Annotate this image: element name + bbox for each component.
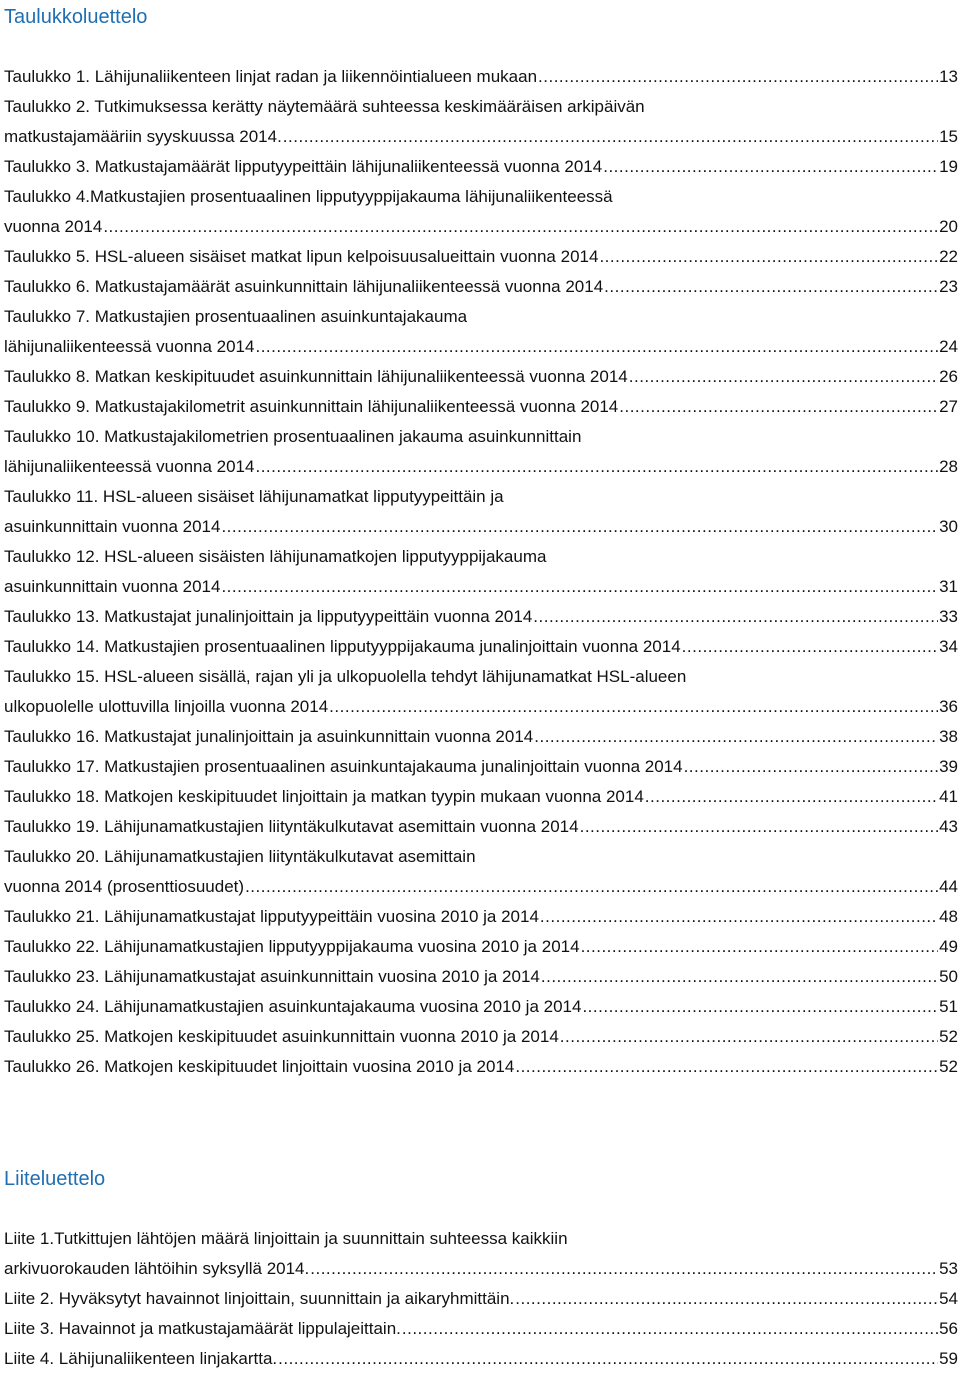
dot-leader bbox=[329, 692, 938, 722]
table-entry-title-line: Taulukko 8. Matkan keskipituudet asuinkunnittain lähijunaliikenteessä vuonna 2014 bbox=[4, 367, 628, 386]
table-entry[interactable] bbox=[4, 782, 958, 812]
table-entry-title-line: Taulukko 13. Matkustajat junalinjoittain ja lipputyypeittäin vuonna 2014 bbox=[4, 607, 533, 626]
page-number: 39 bbox=[939, 757, 958, 776]
page-number: 30 bbox=[939, 517, 958, 536]
dot-leader bbox=[310, 1254, 938, 1284]
table-entry[interactable] bbox=[4, 992, 958, 1022]
appendix-list bbox=[4, 1224, 958, 1374]
table-entry[interactable] bbox=[4, 422, 958, 482]
page-number: 41 bbox=[939, 787, 958, 806]
dot-leader bbox=[255, 452, 938, 482]
page-number: 31 bbox=[939, 577, 958, 596]
dot-leader bbox=[629, 362, 938, 392]
table-entry-last-line bbox=[4, 902, 958, 932]
appendix-entry[interactable] bbox=[4, 1284, 958, 1314]
table-entry-last-line bbox=[4, 212, 958, 242]
appendix-entry[interactable] bbox=[4, 1344, 958, 1374]
appendix-entry-title-line: Liite 2. Hyväksytyt havainnot linjoittain, suunnittain ja aikaryhmittäin. bbox=[4, 1289, 515, 1308]
appendix-entry-title-line: Liite 4. Lähijunaliikenteen linjakartta. bbox=[4, 1349, 278, 1368]
table-entry-last-line bbox=[4, 602, 958, 632]
table-entry-last-line bbox=[4, 722, 958, 752]
table-entry-last-line bbox=[4, 992, 958, 1022]
dot-leader bbox=[515, 1284, 938, 1314]
table-entry-last-line bbox=[4, 632, 958, 662]
appendix-entry-title-line: arkivuorokauden lähtöihin syksyllä 2014. bbox=[4, 1259, 310, 1278]
table-entry-title-line: Taulukko 14. Matkustajien prosentuaalinen lipputyyppijakauma junalinjoittain vuonna 2014 bbox=[4, 637, 681, 656]
table-entry-title-line: Taulukko 22. Lähijunamatkustajien lipputyyppijakauma vuosina 2010 ja 2014 bbox=[4, 937, 580, 956]
table-entry[interactable] bbox=[4, 902, 958, 932]
appendix-entry-last-line bbox=[4, 1254, 958, 1284]
table-entry-title-line: lähijunaliikenteessä vuonna 2014 bbox=[4, 337, 255, 356]
table-entry-title-line: vuonna 2014 (prosenttiosuudet) bbox=[4, 877, 245, 896]
appendix-list-heading: Liiteluettelo bbox=[4, 1168, 106, 1190]
table-entry-last-line bbox=[4, 962, 958, 992]
tables-list-heading: Taulukkoluettelo bbox=[4, 6, 148, 28]
table-entry-last-line bbox=[4, 1052, 958, 1082]
table-entry-title-line: Taulukko 9. Matkustajakilometrit asuinkunnittain lähijunaliikenteessä vuonna 2014 bbox=[4, 397, 619, 416]
tables-list bbox=[4, 62, 958, 1082]
dot-leader bbox=[402, 1314, 938, 1344]
page-number: 28 bbox=[939, 457, 958, 476]
dot-leader bbox=[599, 242, 938, 272]
table-entry[interactable] bbox=[4, 482, 958, 542]
table-entry-title-line: vuonna 2014 bbox=[4, 217, 103, 236]
table-entry-last-line bbox=[4, 512, 958, 542]
table-entry-last-line bbox=[4, 692, 958, 722]
table-entry[interactable] bbox=[4, 1022, 958, 1052]
table-entry-title-line: Taulukko 16. Matkustajat junalinjoittain ja asuinkunnittain vuonna 2014 bbox=[4, 727, 534, 746]
dot-leader bbox=[582, 992, 938, 1022]
page-number: 48 bbox=[939, 907, 958, 926]
table-entry-title-line: Taulukko 10. Matkustajakilometrien prosentuaalinen jakauma asuinkunnittain bbox=[4, 427, 582, 446]
table-entry[interactable] bbox=[4, 722, 958, 752]
dot-leader bbox=[515, 1052, 938, 1082]
dot-leader bbox=[560, 1022, 938, 1052]
table-entry-last-line bbox=[4, 1022, 958, 1052]
table-entry-title-line: matkustajamääriin syyskuussa 2014. bbox=[4, 127, 282, 146]
table-entry-last-line bbox=[4, 362, 958, 392]
table-entry-title-line: Taulukko 11. HSL-alueen sisäiset lähijunamatkat lipputyypeittäin ja bbox=[4, 487, 504, 506]
table-entry-title-line: ulkopuolelle ulottuvilla linjoilla vuonna 2014 bbox=[4, 697, 329, 716]
table-entry[interactable] bbox=[4, 602, 958, 632]
dot-leader bbox=[604, 272, 938, 302]
dot-leader bbox=[245, 872, 938, 902]
table-entry-title-line: Taulukko 7. Matkustajien prosentuaalinen asuinkuntajakauma bbox=[4, 307, 468, 326]
dot-leader bbox=[534, 722, 938, 752]
page-number: 23 bbox=[939, 277, 958, 296]
page-number: 36 bbox=[939, 697, 958, 716]
page-number: 59 bbox=[939, 1349, 958, 1368]
dot-leader bbox=[645, 782, 938, 812]
table-entry-last-line bbox=[4, 332, 958, 362]
page-number: 53 bbox=[939, 1259, 958, 1278]
appendix-entry-title-line: Liite 3. Havainnot ja matkustajamäärät lippulajeittain. bbox=[4, 1319, 401, 1338]
table-entry-title-line: Taulukko 19. Lähijunamatkustajien liityntäkulkutavat asemittain vuonna 2014 bbox=[4, 817, 579, 836]
dot-leader bbox=[283, 122, 938, 152]
document-page bbox=[4, 0, 958, 1374]
table-entry-title-line: Taulukko 26. Matkojen keskipituudet linjoittain vuosina 2010 ja 2014 bbox=[4, 1057, 515, 1076]
table-entry[interactable] bbox=[4, 242, 958, 272]
table-entry[interactable] bbox=[4, 362, 958, 392]
dot-leader bbox=[682, 632, 938, 662]
table-entry-title-line: Taulukko 15. HSL-alueen sisällä, rajan yli ja ulkopuolella tehdyt lähijunamatkat HSL-alueen bbox=[4, 667, 687, 686]
table-entry[interactable] bbox=[4, 272, 958, 302]
table-entry-title-line: asuinkunnittain vuonna 2014 bbox=[4, 517, 221, 536]
page-number: 56 bbox=[939, 1319, 958, 1338]
page-number: 27 bbox=[939, 397, 958, 416]
table-entry-title-line: Taulukko 20. Lähijunamatkustajien liityntäkulkutavat asemittain bbox=[4, 847, 476, 866]
table-entry[interactable] bbox=[4, 662, 958, 722]
table-entry-last-line bbox=[4, 392, 958, 422]
appendix-entry-last-line bbox=[4, 1314, 958, 1344]
dot-leader bbox=[255, 332, 938, 362]
page-number: 52 bbox=[939, 1057, 958, 1076]
table-entry[interactable] bbox=[4, 932, 958, 962]
dot-leader bbox=[581, 932, 939, 962]
table-entry-last-line bbox=[4, 152, 958, 182]
page-number: 20 bbox=[939, 217, 958, 236]
page-number: 22 bbox=[939, 247, 958, 266]
page-number: 44 bbox=[939, 877, 958, 896]
table-entry-title-line: Taulukko 17. Matkustajien prosentuaalinen asuinkuntajakauma junalinjoittain vuonna 2014 bbox=[4, 757, 683, 776]
page-number: 34 bbox=[939, 637, 958, 656]
table-entry-last-line bbox=[4, 782, 958, 812]
table-entry-title-line: lähijunaliikenteessä vuonna 2014 bbox=[4, 457, 255, 476]
dot-leader bbox=[533, 602, 938, 632]
table-entry[interactable] bbox=[4, 302, 958, 362]
table-entry-title-line: Taulukko 18. Matkojen keskipituudet linjoittain ja matkan tyypin mukaan vuonna 2014 bbox=[4, 787, 644, 806]
page-number: 54 bbox=[939, 1289, 958, 1308]
page-number: 24 bbox=[939, 337, 958, 356]
page-number: 50 bbox=[939, 967, 958, 986]
table-entry-last-line bbox=[4, 932, 958, 962]
appendix-entry[interactable] bbox=[4, 1224, 958, 1284]
dot-leader bbox=[221, 572, 938, 602]
table-entry-last-line bbox=[4, 122, 958, 152]
table-entry-title-line: Taulukko 12. HSL-alueen sisäisten lähijunamatkojen lipputyyppijakauma bbox=[4, 547, 547, 566]
table-entry-last-line bbox=[4, 62, 958, 92]
page-number: 33 bbox=[939, 607, 958, 626]
table-entry[interactable] bbox=[4, 182, 958, 242]
page-number: 38 bbox=[939, 727, 958, 746]
appendix-entry-last-line bbox=[4, 1344, 958, 1374]
page-number: 19 bbox=[939, 157, 958, 176]
table-entry-last-line bbox=[4, 452, 958, 482]
table-entry-title-line: Taulukko 21. Lähijunamatkustajat lipputyypeittäin vuosina 2010 ja 2014 bbox=[4, 907, 539, 926]
dot-leader bbox=[541, 962, 938, 992]
table-entry-title-line: asuinkunnittain vuonna 2014 bbox=[4, 577, 221, 596]
dot-leader bbox=[221, 512, 938, 542]
page-number: 52 bbox=[939, 1027, 958, 1046]
table-entry-last-line bbox=[4, 752, 958, 782]
page-number: 13 bbox=[939, 67, 958, 86]
dot-leader bbox=[603, 152, 938, 182]
table-entry[interactable] bbox=[4, 842, 958, 902]
dot-leader bbox=[619, 392, 938, 422]
table-entry[interactable] bbox=[4, 62, 958, 92]
appendix-entry-last-line bbox=[4, 1284, 958, 1314]
dot-leader bbox=[540, 902, 938, 932]
dot-leader bbox=[103, 212, 938, 242]
page-number: 51 bbox=[939, 997, 958, 1016]
table-entry-title-line: Taulukko 6. Matkustajamäärät asuinkunnittain lähijunaliikenteessä vuonna 2014 bbox=[4, 277, 604, 296]
table-entry-title-line: Taulukko 23. Lähijunamatkustajat asuinkunnittain vuosina 2010 ja 2014 bbox=[4, 967, 540, 986]
dot-leader bbox=[580, 812, 938, 842]
dot-leader bbox=[278, 1344, 938, 1374]
table-entry[interactable] bbox=[4, 542, 958, 602]
table-entry[interactable] bbox=[4, 812, 958, 842]
dot-leader bbox=[538, 62, 938, 92]
table-entry-title-line: Taulukko 3. Matkustajamäärät lipputyypeittäin lähijunaliikenteessä vuonna 2014 bbox=[4, 157, 603, 176]
table-entry-title-line: Taulukko 5. HSL-alueen sisäiset matkat lipun kelpoisuusalueittain vuonna 2014 bbox=[4, 247, 599, 266]
table-entry-title-line: Taulukko 25. Matkojen keskipituudet asuinkunnittain vuonna 2010 ja 2014 bbox=[4, 1027, 559, 1046]
appendix-entry-title-line: Liite 1.Tutkittujen lähtöjen määrä linjoittain ja suunnittain suhteessa kaikkiin bbox=[4, 1229, 568, 1248]
table-entry[interactable] bbox=[4, 92, 958, 152]
table-entry-last-line bbox=[4, 572, 958, 602]
page-number: 43 bbox=[939, 817, 958, 836]
page-number: 26 bbox=[939, 367, 958, 386]
table-entry[interactable] bbox=[4, 632, 958, 662]
table-entry-last-line bbox=[4, 812, 958, 842]
table-entry-title-line: Taulukko 1. Lähijunaliikenteen linjat radan ja liikennöintialueen mukaan bbox=[4, 67, 538, 86]
page-number: 15 bbox=[939, 127, 958, 146]
table-entry[interactable] bbox=[4, 152, 958, 182]
appendix-entry[interactable] bbox=[4, 1314, 958, 1344]
table-entry-last-line bbox=[4, 272, 958, 302]
table-entry-last-line bbox=[4, 872, 958, 902]
table-entry-title-line: Taulukko 2. Tutkimuksessa kerätty näytemäärä suhteessa keskimääräisen arkipäivän bbox=[4, 97, 645, 116]
dot-leader bbox=[684, 752, 939, 782]
page-number: 49 bbox=[939, 937, 958, 956]
table-entry[interactable] bbox=[4, 392, 958, 422]
table-entry-title-line: Taulukko 4.Matkustajien prosentuaalinen lipputyyppijakauma lähijunaliikenteessä bbox=[4, 187, 613, 206]
table-entry[interactable] bbox=[4, 752, 958, 782]
table-entry-title-line: Taulukko 24. Lähijunamatkustajien asuinkuntajakauma vuosina 2010 ja 2014 bbox=[4, 997, 582, 1016]
table-entry[interactable] bbox=[4, 1052, 958, 1082]
table-entry[interactable] bbox=[4, 962, 958, 992]
table-entry-last-line bbox=[4, 242, 958, 272]
